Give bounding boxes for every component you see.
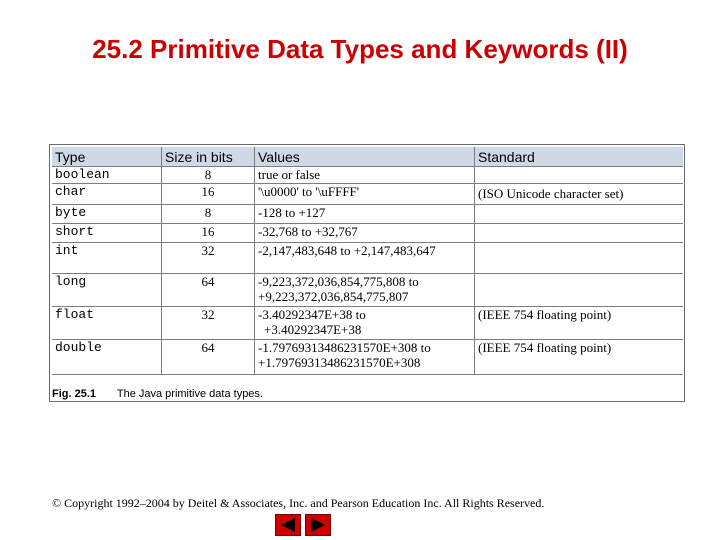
standard-cell [475, 167, 684, 184]
header-values: Values [255, 147, 475, 167]
size-cell: 32 [162, 243, 255, 274]
standard-cell: (IEEE 754 floating point) [475, 307, 684, 340]
values-cell: true or false [255, 167, 475, 184]
standard-cell: (IEEE 754 floating point) [475, 340, 684, 375]
size-cell: 16 [162, 224, 255, 243]
slide-title: 25.2 Primitive Data Types and Keywords (II) [92, 34, 628, 64]
figure-panel [49, 144, 685, 402]
values-cell [255, 340, 475, 375]
figure-label: Fig. 25.1 [52, 388, 97, 400]
standard-cell: (ISO Unicode character set) [475, 184, 684, 205]
size-cell: 64 [162, 340, 255, 375]
values-line: -3.40292347E+38 to [258, 307, 366, 322]
header-type: Type [52, 147, 162, 167]
type-cell: short [52, 224, 162, 243]
table-row [52, 340, 683, 375]
right-arrow-icon [306, 515, 330, 535]
table-row [52, 167, 683, 184]
type-cell: long [52, 274, 162, 307]
values-cell: -2,147,483,648 to +2,147,483,647 [255, 243, 475, 274]
copyright-notice: © Copyright 1992–2004 by Deitel & Associates, Inc. and Pearson Education Inc. All Rights Reserved. [52, 496, 545, 510]
type-cell: int [52, 243, 162, 274]
values-cell: -128 to +127 [255, 205, 475, 224]
values-cell [255, 307, 475, 340]
values-line: +9,223,372,036,854,775,807 [258, 289, 409, 304]
values-cell: -32,768 to +32,767 [255, 224, 475, 243]
standard-cell [475, 274, 684, 307]
type-cell: double [52, 340, 162, 375]
figure-caption [52, 388, 263, 400]
size-cell: 64 [162, 274, 255, 307]
values-line: -1.79769313486231570E+308 to [258, 340, 431, 355]
table-header-row [52, 147, 683, 167]
table-row [52, 224, 683, 243]
table-row [52, 184, 683, 205]
next-slide-button[interactable] [305, 514, 331, 536]
size-cell: 8 [162, 167, 255, 184]
table-row [52, 274, 683, 307]
primitive-types-table [52, 147, 683, 375]
size-cell: 8 [162, 205, 255, 224]
values-line: +3.40292347E+38 [264, 322, 362, 337]
values-line: -9,223,372,036,854,775,808 to [258, 274, 419, 289]
table-row [52, 205, 683, 224]
standard-cell [475, 224, 684, 243]
header-standard: Standard [475, 147, 684, 167]
size-cell: 16 [162, 184, 255, 205]
type-cell: boolean [52, 167, 162, 184]
type-cell: float [52, 307, 162, 340]
figure-caption-text: The Java primitive data types. [116, 388, 263, 400]
standard-cell [475, 243, 684, 274]
values-cell [255, 274, 475, 307]
standard-cell [475, 205, 684, 224]
type-cell: byte [52, 205, 162, 224]
values-line: +1.79769313486231570E+308 [258, 355, 421, 370]
table-row [52, 243, 683, 274]
header-size: Size in bits [162, 147, 255, 167]
size-cell: 32 [162, 307, 255, 340]
table-row [52, 307, 683, 340]
previous-slide-button[interactable] [275, 514, 301, 536]
values-cell: '\u0000' to '\uFFFF' [255, 184, 475, 205]
left-arrow-icon [276, 515, 300, 535]
type-cell: char [52, 184, 162, 205]
